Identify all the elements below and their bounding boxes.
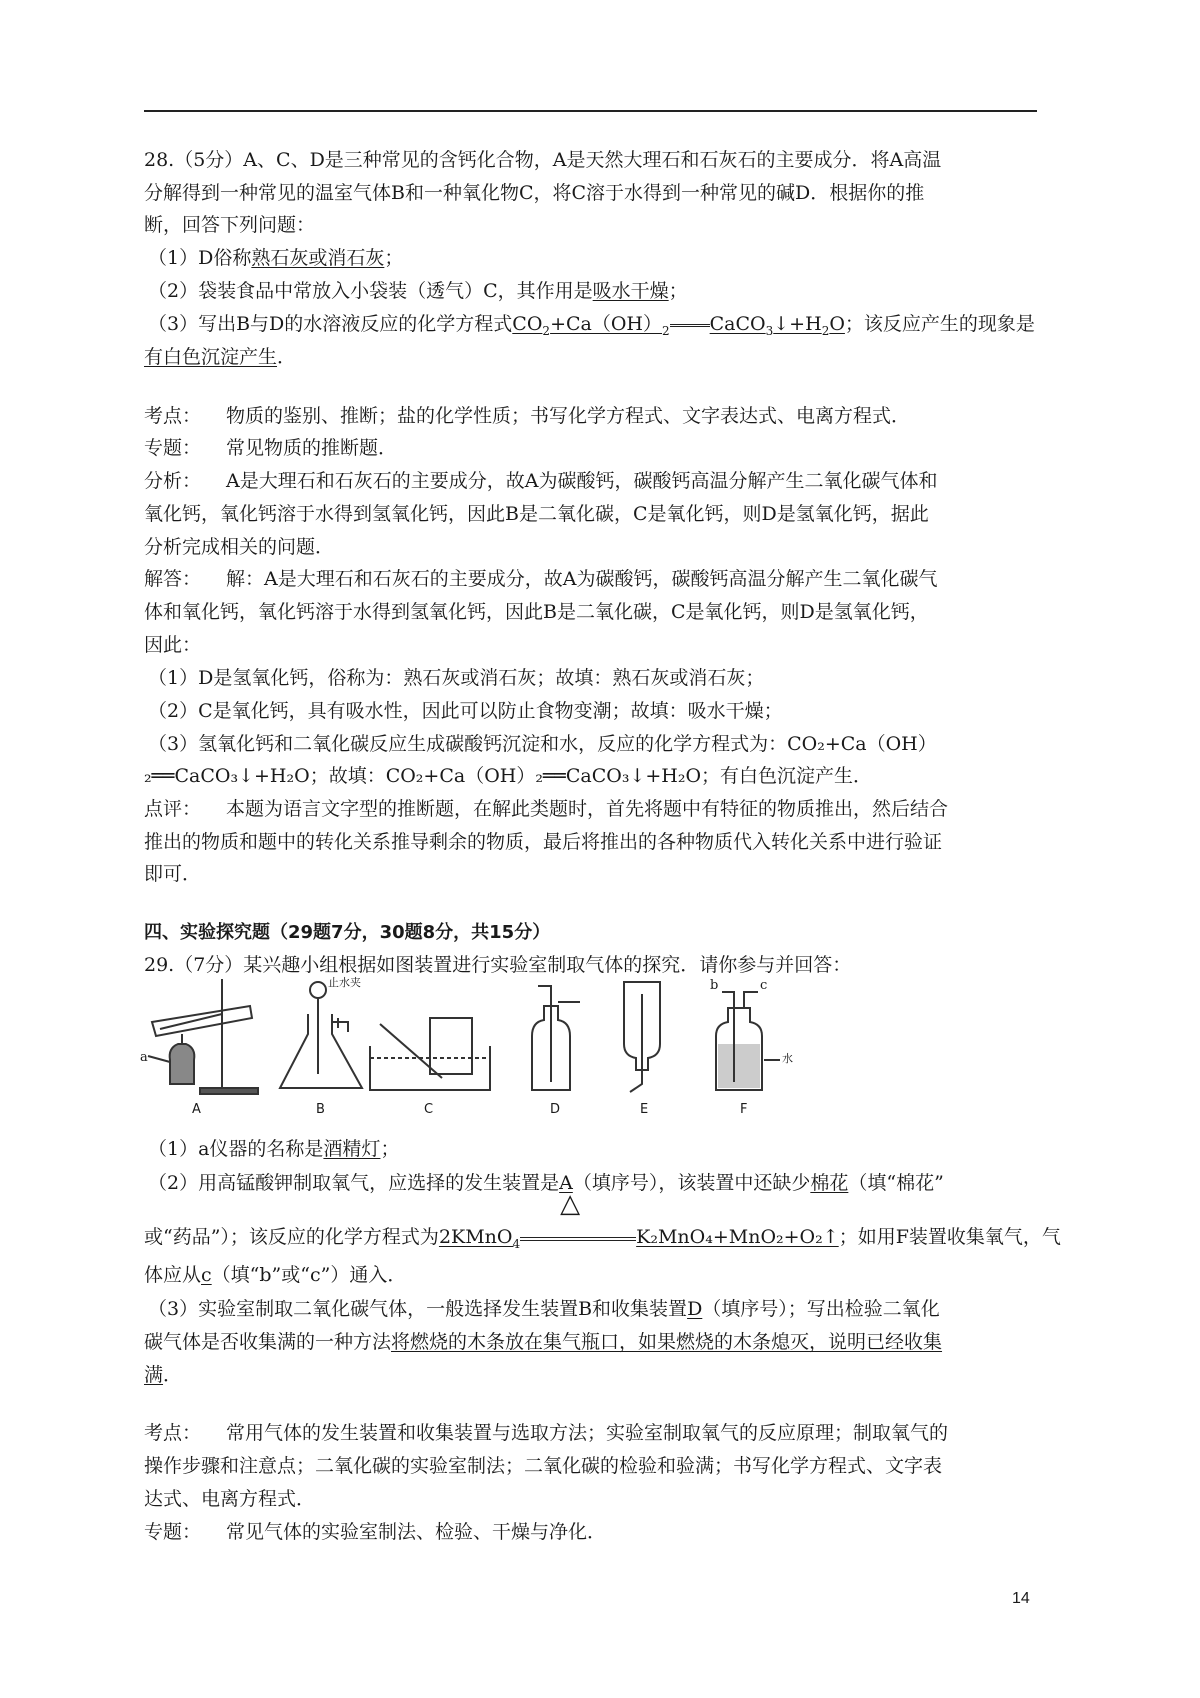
funnel-bulb: [310, 982, 326, 998]
q28-part-2-answer: 吸水干燥: [592, 280, 669, 302]
a28-jieda-3: 因此：: [144, 634, 202, 656]
label-kaodian: 考点：: [144, 405, 202, 427]
eq-sub: 2: [542, 323, 551, 338]
q29-part-2b: [144, 1189, 1061, 1251]
q29-part-2c-answer: c: [201, 1264, 212, 1286]
label-jieda: 解答：: [144, 568, 202, 590]
q28-part-2-prompt: （2）袋装食品中常放入小袋装（透气）C，其作用是: [148, 280, 593, 302]
a28-dianping-2: 推出的物质和题中的转化关系推导剩余的物质，最后将推出的各种物质代入转化关系中进行验证: [144, 831, 943, 853]
q29-part-2-answer-2: 棉花: [810, 1172, 849, 1194]
q29-part-2c-post: （填“b”或“c”）通入．: [211, 1264, 407, 1286]
fig-caption-row: [140, 1102, 840, 1122]
a28-fenxi-2: 氧化钙，氧化钙溶于水得到氢氧化钙，因此B是二氧化碳，C是氧化钙，则D是氢氧化钙，据此: [144, 503, 929, 525]
q29-part-2-prompt: （2）用高锰酸钾制取氧气，应选择的发生装置是: [148, 1172, 560, 1194]
a28-dianping-1: [144, 796, 948, 822]
q28-part-3-prompt-2: ；该反应产生的现象是: [844, 313, 1035, 335]
section-heading: 四、实验探究题（29题7分，30题8分，共15分）: [144, 922, 551, 943]
tube-e: [630, 994, 642, 1092]
a28-jieda-2: 体和氧化钙，氧化钙溶于水得到氢氧化钙，因此B是二氧化碳，C是氧化钙，则D是氢氧化钙，: [144, 601, 929, 623]
fig-label-clamp: 止水夹: [328, 976, 361, 989]
eq-text: +Ca（OH）: [550, 313, 662, 335]
fig-label-a-small: a: [140, 1050, 148, 1065]
a28-fenxi-1: [144, 468, 937, 494]
stand-base: [200, 1088, 258, 1094]
punct: ．: [277, 346, 297, 368]
eq-text: CaCO: [709, 313, 766, 335]
fig-caption-c: C: [424, 1102, 434, 1117]
a29-zhuanti: [144, 1519, 606, 1545]
q28-line-2: 分解得到一种常见的温室气体B和一种氧化物C，将C溶于水得到一种常见的碱D．根据你的推: [144, 182, 925, 204]
label-fenxi: 分析：: [144, 470, 202, 492]
label-dianping: 点评：: [144, 798, 202, 820]
a28-jieda-4: （1）D是氢氧化钙，俗称为：熟石灰或消石灰；故填：熟石灰或消石灰；: [148, 667, 765, 689]
kaodian-text: 物质的鉴别、推断；盐的化学性质；书写化学方程式、文字表达式、电离方程式．: [226, 405, 911, 427]
fig-label-b-small: b: [710, 978, 719, 993]
q29-part-1-prompt: （1）a仪器的名称是: [148, 1138, 324, 1160]
fig-caption-f: F: [740, 1102, 748, 1117]
a29-kaodian-3: 达式、电离方程式．: [144, 1488, 316, 1510]
q28-part-3-cont: [144, 344, 296, 370]
a28-zhuanti: [144, 435, 397, 461]
q28-part-2: [148, 278, 688, 304]
zhuanti-text: 常见物质的推断题．: [226, 437, 398, 459]
delivery-tube-c: [380, 1024, 442, 1078]
tube-d-top: [538, 986, 551, 1004]
punct: ；: [380, 1138, 400, 1160]
page-number: 14: [1012, 1590, 1030, 1607]
label-zhuanti: 专题：: [144, 1521, 202, 1543]
q28-line-3: 断，回答下列问题：: [144, 214, 316, 236]
q28-part-1-prompt: （1）D俗称: [148, 247, 252, 269]
q29-line-1: 29.（7分）某兴趣小组根据如图装置进行实验室制取气体的探究．请你参与并回答：: [144, 954, 852, 976]
a29-kaodian-1: [144, 1420, 948, 1446]
label-line-a: [148, 1056, 170, 1062]
q28-part-3-answer-2: 有白色沉淀产生: [144, 346, 278, 368]
eq-text: O: [829, 313, 845, 335]
fig-caption-b: B: [316, 1102, 325, 1117]
q29-part-3b-prompt: 碳气体是否收集满的一种方法: [144, 1331, 392, 1353]
alcohol-lamp: [170, 1044, 195, 1084]
eq-sub: 2: [821, 323, 830, 338]
q28-part-3-equation: [512, 313, 845, 338]
q29-equation: [438, 1189, 839, 1251]
eq-text: K₂MnO₄+MnO₂+O₂↑: [636, 1226, 839, 1248]
gas-jar: [430, 1018, 472, 1074]
punct: ；: [668, 280, 688, 302]
q28-part-3: [148, 311, 1035, 337]
dianping-text: 本题为语言文字型的推断题，在解此类题时，首先将题中有特征的物质推出，然后结合: [226, 798, 949, 820]
a28-jieda-1: [144, 566, 937, 592]
eq-sub: 4: [512, 1236, 521, 1251]
q29-part-2-post: （填“棉花”: [848, 1172, 944, 1194]
fig-label-c-small: c: [760, 978, 768, 993]
q29-part-2: [148, 1170, 944, 1196]
delivery-tube: [332, 1022, 348, 1032]
water-f: [718, 1044, 760, 1088]
eq-sub: 2: [662, 323, 670, 338]
heat-condition: [520, 1189, 636, 1243]
punct: ；: [384, 247, 404, 269]
apparatus-figure: [140, 974, 1080, 1122]
zhuanti-text: 常见气体的实验室制法、检验、干燥与净化．: [226, 1521, 607, 1543]
q29-part-3-answer-1: D: [687, 1298, 703, 1320]
conical-flask: [280, 1014, 362, 1088]
fig-caption-d: D: [550, 1102, 561, 1117]
q29-part-2-mid: （填序号），该装置中还缺少: [572, 1172, 811, 1194]
header-rule: [144, 110, 1037, 112]
q29-part-3c-answer: 满: [144, 1364, 164, 1386]
q29-part-2b-prompt: 或“药品”）；该反应的化学方程式为: [144, 1226, 439, 1248]
test-tube: [152, 1006, 252, 1036]
a28-jieda-6: （3）氢氧化钙和二氧化碳反应生成碳酸钙沉淀和水，反应的化学方程式为：CO₂+Ca（OH）: [148, 733, 937, 755]
eq-text: ↓+H: [773, 313, 822, 335]
heat-triangle-icon: △: [560, 1189, 581, 1219]
a28-jieda-5: （2）C是氧化钙，具有吸水性，因此可以防止食物变潮；故填：吸水干燥；: [148, 700, 783, 722]
kaodian-text: 常用气体的发生装置和收集装置与选取方法；实验室制取氧气的反应原理；制取氧气的: [226, 1422, 949, 1444]
tube-b: [722, 992, 734, 1008]
q29-part-3b-answer: 将燃烧的木条放在集气瓶口，如果燃烧的木条熄灭，说明已经收集: [391, 1331, 943, 1353]
q29-part-1: [148, 1136, 399, 1162]
eq-text: CO: [512, 313, 543, 335]
q29-part-3c: [144, 1362, 182, 1388]
fig-caption-a: A: [192, 1102, 201, 1117]
a28-dianping-3: 即可．: [144, 863, 202, 885]
q28-part-1-answer: 熟石灰或消石灰: [251, 247, 385, 269]
label-kaodian: 考点：: [144, 1422, 202, 1444]
eq-text: 2KMnO: [438, 1226, 513, 1248]
q29-part-3-post: （填序号）；写出检验二氧化: [702, 1298, 940, 1320]
eq-sub: 3: [765, 323, 774, 338]
q28-part-3-prompt: （3）写出B与D的水溶液反应的化学方程式: [148, 313, 513, 335]
jieda-text: 解：A是大理石和石灰石的主要成分，故A为碳酸钙，碳酸钙高温分解产生二氧化碳气: [226, 568, 938, 590]
q29-part-1-answer: 酒精灯: [323, 1138, 381, 1160]
q29-part-3-prompt: （3）实验室制取二氧化碳气体，一般选择发生装置B和收集装置: [148, 1298, 688, 1320]
tube-c: [744, 992, 758, 1008]
q28-part-1: [148, 245, 403, 271]
q29-part-2b-post: ；如用F装置收集氧气，气: [838, 1226, 1061, 1248]
q29-part-2c-prompt: 体应从: [144, 1264, 202, 1286]
a29-kaodian-2: 操作步骤和注意点；二氧化碳的实验室制法；二氧化碳的检验和验满；书写化学方程式、文字表: [144, 1455, 943, 1477]
fig-caption-e: E: [640, 1102, 649, 1117]
q29-part-2c: [144, 1262, 406, 1288]
a28-jieda-7: ₂══CaCO₃↓+H₂O；故填：CO₂+Ca（OH）₂══CaCO₃↓+H₂O；有白色沉淀产生．: [144, 765, 873, 787]
fenxi-text: A是大理石和石灰石的主要成分，故A为碳酸钙，碳酸钙高温分解产生二氧化碳气体和: [226, 470, 938, 492]
apparatus-drawing: [140, 974, 1080, 1122]
q29-part-3: [148, 1296, 940, 1322]
q29-part-2-answer-1: A: [559, 1172, 573, 1194]
q29-part-3b: [144, 1329, 942, 1355]
label-zhuanti: 专题：: [144, 437, 202, 459]
fig-label-water: 水: [782, 1052, 793, 1065]
punct: ．: [163, 1364, 183, 1386]
a28-fenxi-3: 分析完成相关的问题．: [144, 536, 335, 558]
equals-sign: [670, 324, 710, 327]
q28-line-1: 28.（5分）A、C、D是三种常见的含钙化合物，A是天然大理石和石灰石的主要成分．将A高温: [144, 149, 942, 171]
a28-kaodian: [144, 403, 910, 429]
